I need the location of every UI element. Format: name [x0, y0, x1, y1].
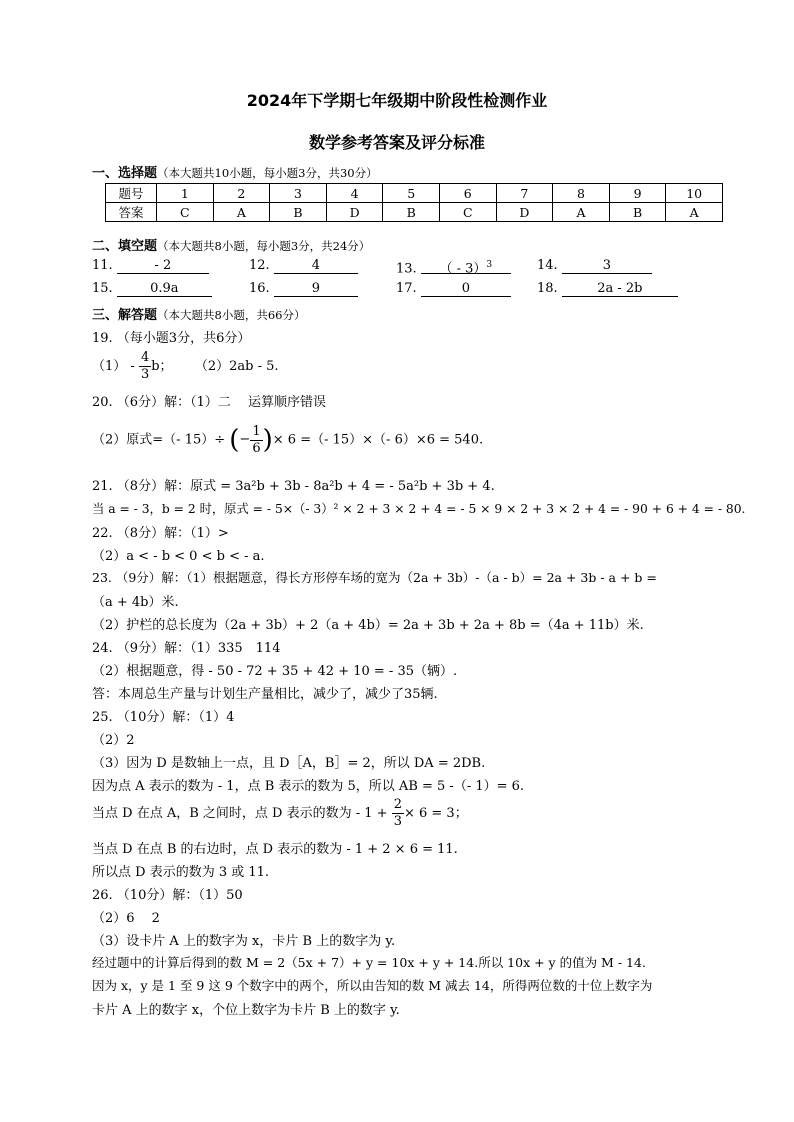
q24-line1: 24. （9分）解：（1）335 114	[92, 641, 281, 656]
table-row-answers	[106, 203, 723, 222]
q19-part1-tail: b；	[151, 359, 173, 374]
table-cell: D	[326, 203, 383, 222]
table-row-numbers	[106, 184, 723, 203]
open-paren: (	[229, 425, 240, 455]
fill-label: 15.	[92, 281, 113, 296]
fill-item-15	[92, 281, 212, 297]
table-cell: B	[609, 203, 666, 222]
fill-label: 13.	[396, 261, 417, 277]
q26-line5: 因为 x，y 是 1 至 9 这 9 个数字中的两个，所以由告知的数 M 减去 14，所得两位数的十位上数字为	[92, 978, 653, 993]
q22-line1: 22. （8分）解：（1）>	[92, 526, 229, 541]
section-fill-title: 二、填空题	[92, 239, 158, 254]
close-paren: )	[262, 425, 273, 455]
minus-sign: −	[239, 432, 251, 447]
q26-line4: 经过题中的计算后得到的数 M = 2（5x + 7）+ y = 10x + y + 14.所以 10x + y 的值为 M - 14.	[92, 955, 646, 970]
fraction-denominator: 3	[140, 367, 150, 382]
q21-line2: 当 a = - 3，b = 2 时，原式 = - 5×（- 3）² × 2 + 3 × 2 + 4 = - 5 × 9 × 2 + 3 × 2 + 4 = - 90 + 6 + 4 = - 80.	[92, 502, 746, 516]
q25-line5-prefix: 当点 D 在点 A，B 之间时，点 D 表示的数为 - 1 +	[92, 806, 388, 821]
table-header-cell: 答案	[106, 203, 157, 222]
section-fill-heading	[92, 235, 370, 254]
fraction-numerator: 4	[140, 350, 150, 365]
fill-item-11	[92, 258, 209, 274]
fill-answer: 4	[274, 258, 358, 274]
fill-answer-base: （ - 3）	[439, 261, 487, 277]
section-solve-note: （本大题共8小题，共66分）	[157, 308, 306, 322]
fill-item-12	[249, 258, 358, 274]
table-cell: 1	[157, 184, 214, 203]
fill-answer: 3	[562, 258, 652, 274]
fill-label: 16.	[249, 281, 270, 296]
table-cell: A	[666, 203, 723, 222]
fill-answer	[421, 258, 511, 277]
section-solve-heading	[92, 304, 305, 323]
q20-line2-tail: × 6 =（- 15）×（- 6）×6 = 540.	[272, 432, 484, 448]
fraction-denominator: 3	[393, 814, 402, 829]
q25-line4: 因为点 A 表示的数为 - 1，点 B 表示的数为 5，所以 AB = 5 -（- 1）= 6.	[92, 779, 525, 794]
q20-line1: 20. （6分）解：（1）二 运算顺序错误	[92, 395, 326, 410]
fill-item-18	[537, 281, 678, 297]
section-choice-note: （本大题共10小题，每小题3分，共30分）	[157, 166, 378, 180]
table-cell: 10	[666, 184, 723, 203]
fill-answer: 2a - 2b	[562, 281, 678, 297]
fill-item-17	[396, 281, 511, 297]
q23-line1: 23. （9分）解：（1）根据题意，得长方形停车场的宽为（2a + 3b）-（a - b）= 2a + 3b - a + b =	[92, 570, 657, 585]
fraction-numerator: 1	[252, 423, 261, 439]
fill-answer: - 2	[117, 258, 209, 274]
q19-fraction	[139, 350, 151, 383]
table-cell: 4	[326, 184, 383, 203]
q25-fraction	[392, 797, 404, 830]
section-solve-title: 三、解答题	[92, 308, 158, 323]
q25-line7: 所以点 D 表示的数为 3 或 11.	[92, 865, 270, 880]
q21-line1: 21. （8分）解：原式 = 3a²b + 3b - 8a²b + 4 = - 5a²b + 3b + 4.	[92, 479, 495, 494]
section-choice-title: 一、选择题	[92, 166, 158, 181]
fill-label: 14.	[537, 258, 558, 273]
q25-line1: 25. （10分）解：（1）4	[92, 710, 235, 725]
table-cell: C	[439, 203, 496, 222]
fill-label: 11.	[92, 258, 113, 273]
answer-table	[105, 183, 723, 222]
fraction-numerator: 2	[393, 797, 402, 812]
q26-line2: （2）6 2	[92, 911, 160, 926]
q25-line6: 当点 D 在点 B 的右边时，点 D 表示的数为 - 1 + 2 × 6 = 11.	[92, 842, 458, 857]
q25-line5-tail: × 6 = 3；	[403, 806, 468, 821]
fill-label: 12.	[249, 258, 270, 273]
q22-line2: （2）a < - b < 0 < b < - a.	[92, 549, 265, 564]
section-choice-heading	[92, 162, 378, 181]
q25-line5	[92, 797, 468, 831]
fill-label: 17.	[396, 281, 417, 296]
fill-item-13	[396, 258, 511, 276]
table-cell: C	[157, 203, 214, 222]
fill-item-16	[249, 281, 358, 297]
q19-part1	[92, 350, 279, 384]
q20-line2-prefix: （2）原式=（- 15）÷	[92, 432, 226, 448]
table-cell: 5	[383, 184, 440, 203]
table-cell: 3	[270, 184, 327, 203]
table-cell: A	[213, 203, 270, 222]
q25-line2: （2）2	[92, 733, 135, 748]
table-cell: A	[553, 203, 610, 222]
fill-answer-exponent: 3	[486, 260, 493, 270]
q20-fraction	[250, 424, 262, 457]
q26-line3: （3）设卡片 A 上的数字为 x，卡片 B 上的数字为 y.	[92, 934, 396, 949]
q20-line2	[92, 422, 483, 459]
q24-line2: （2）根据题意，得 - 50 - 72 + 35 + 42 + 10 = - 35（辆）.	[92, 664, 458, 679]
q23-line3: （2）护栏的总长度为（2a + 3b）+ 2（a + 4b）= 2a + 3b + 2a + 8b =（4a + 11b）米.	[92, 618, 644, 633]
table-cell: B	[383, 203, 440, 222]
table-header-cell: 题号	[106, 184, 157, 203]
q19-part1-label: （1） -	[92, 359, 135, 374]
q23-line2: （a + 4b）米.	[92, 595, 179, 610]
table-cell: 8	[553, 184, 610, 203]
table-cell: B	[270, 203, 327, 222]
page-subtitle: 数学参考答案及评分标准	[308, 133, 485, 152]
table-cell: 7	[496, 184, 553, 203]
table-cell: D	[496, 203, 553, 222]
table-cell: 6	[439, 184, 496, 203]
fill-answer: 9	[274, 281, 358, 297]
fraction-denominator: 6	[252, 440, 261, 456]
fill-answer: 0.9a	[117, 281, 212, 297]
table-cell: 2	[213, 184, 270, 203]
section-fill-note: （本大题共8小题，每小题3分，共24分）	[157, 239, 371, 253]
q26-line1: 26. （10分）解：（1）50	[92, 888, 243, 903]
q19-header: 19. （每小题3分，共6分）	[92, 331, 251, 346]
q24-line3: 答：本周总生产量与计划生产量相比，减少了，减少了35辆.	[92, 687, 438, 702]
fill-label: 18.	[537, 281, 558, 296]
q25-line3: （3）因为 D 是数轴上一点，且 D［A，B］= 2，所以 DA = 2DB.	[92, 756, 486, 771]
table-cell: 9	[609, 184, 666, 203]
fill-answer: 0	[421, 281, 511, 297]
fill-item-14	[537, 258, 652, 274]
page-title: 2024年下学期七年级期中阶段性检测作业	[246, 91, 548, 110]
q26-line6: 卡片 A 上的数字 x，个位上数字为卡片 B 上的数字 y.	[92, 1003, 400, 1018]
q19-part2: （2）2ab - 5.	[194, 359, 279, 374]
